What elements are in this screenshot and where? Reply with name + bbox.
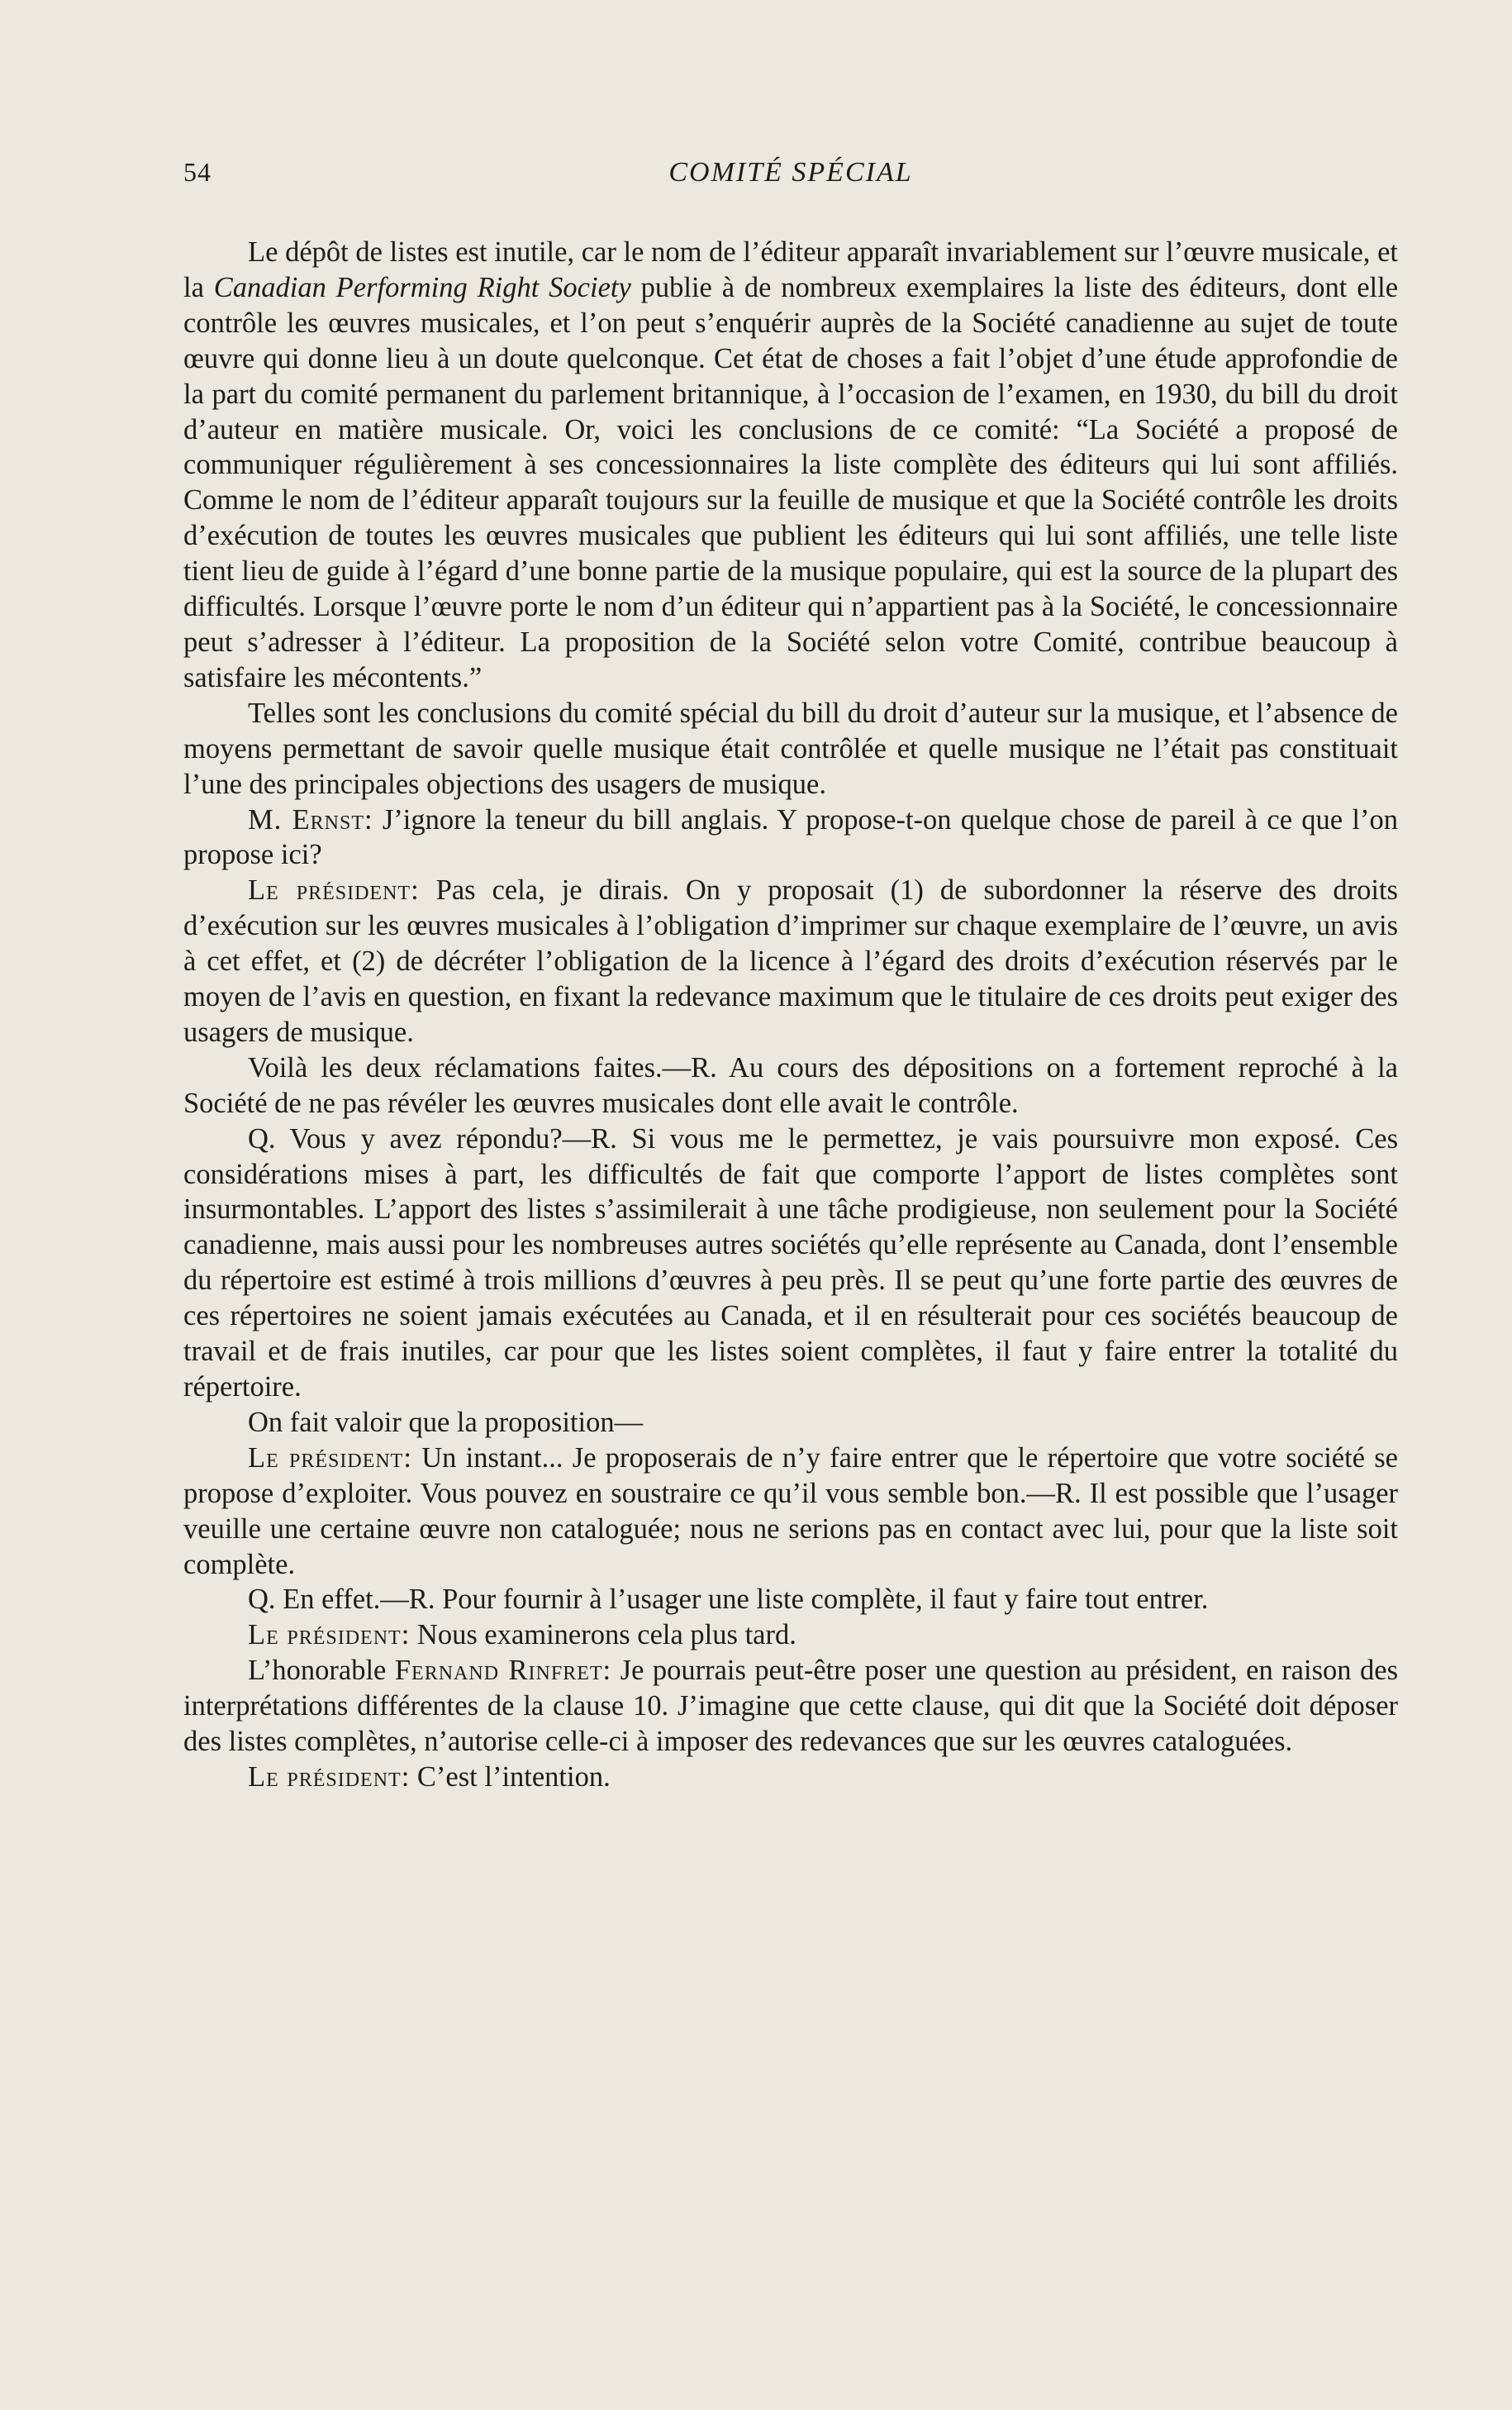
page-number: 54 <box>183 157 212 187</box>
paragraph: L’honorable Fernand Rinfret: Je pourrais peut-être poser une question au président, en raison des interprétations différentes de la clause 10. J’imagine que cette clause, qui dit que la Société doit déposer des listes complètes, n’autorise celle-ci à imposer des redevances que sur les œuvres cataloguées. <box>183 1655 1398 1758</box>
paragraph: Le président: Pas cela, je dirais. On y proposait (1) de subordonner la réserve des droits d’exécution sur les œuvres musicales à l’obligation d’imprimer sur chaque exemplaire de l’œuvre, un avis à cet effet, et (2) de décréter l’obligation de la licence à l’égard des droits d’exécution réservés par le moyen de l’avis en question, en fixant la redevance maximum que le titulaire de ces droits peut exiger des usagers de musique. <box>183 874 1398 1048</box>
paragraph: On fait valoir que la proposition— <box>248 1406 644 1438</box>
running-title: COMITÉ SPÉCIAL <box>668 157 913 188</box>
speaker-name: M. Ernst: <box>248 803 373 836</box>
page-header <box>183 157 1398 198</box>
paragraph: M. Ernst: J’ignore la teneur du bill anglais. Y propose-t-on quelque chose de pareil à ce que l’on propose ici? <box>183 803 1398 871</box>
paragraph: Voilà les deux réclamations faites.—R. Au cours des dépositions on a fortement reproché à la Société de ne pas révéler les œuvres musicales dont elle avait le contrôle. <box>183 1051 1398 1119</box>
speaker-name: Le président: <box>248 1441 412 1474</box>
document-page <box>183 157 1398 1795</box>
body-text <box>183 235 1398 1795</box>
paragraph: Telles sont les conclusions du comité spécial du bill du droit d’auteur sur la musique, et l’absence de moyens permettant de savoir quelle musique était contrôlée et quelle musique ne l’était pas constituait l’une des principales objections des usagers de musique. <box>183 697 1398 800</box>
paragraph: Le président: C’est l’intention. <box>248 1760 611 1793</box>
speaker-name: Le président: <box>248 874 420 907</box>
paragraph: Le dépôt de listes est inutile, car le nom de l’éditeur apparaît invariablement sur l’œuvre musicale, et la Canadian Performing Right Society publie à de nombreux exemplaires la liste des éditeurs, dont elle contrôle les œuvres musicales, et l’on peut s’enquérir auprès de la Société canadienne au sujet de toute œuvre qui donne lieu à un doute quelconque. Cet état de choses a fait l’objet d’une étude approfondie de la part du comité permanent du parlement britannique, à l’occasion de l’examen, en 1930, du bill du droit d’auteur en matière musicale. Or, voici les conclusions de ce comité: “La Société a proposé de communiquer régulièrement à ses concessionnaires la liste complète des éditeurs qui lui sont affiliés. Comme le nom de l’éditeur apparaît toujours sur la feuille de musique et que la Société contrôle les droits d’exécution de toutes les œuvres musicales que publient les éditeurs qui lui sont affiliés, une telle liste tient lieu de guide à l’égard d’une bonne partie de la musique populaire, qui est la source de la plupart des difficultés. Lorsque l’œuvre porte le nom d’un éditeur qui n’appartient pas à la Société, le concessionnaire peut s’adresser à l’éditeur. La proposition de la Société selon votre Comité, contribue beaucoup à satisfaire les mécontents.” <box>183 236 1399 693</box>
paragraph: Q. En effet.—R. Pour fournir à l’usager une liste complète, il faut y faire tout entrer. <box>248 1584 1209 1616</box>
paragraph: Q. Vous y avez répondu?—R. Si vous me le permettez, je vais poursuivre mon exposé. Ces considérations mises à part, les difficultés de fait que comporte l’apport de listes complètes sont insurmontables. L’apport des listes s’assimilerait à une tâche prodigieuse, non seulement pour la Société canadienne, mais aussi pour les nombreuses autres sociétés qu’elle représente au Canada, dont l’ensemble du répertoire est estimé à trois millions d’œuvres à peu près. Il se peut qu’une forte partie des œuvres de ces répertoires ne soient jamais exécutées au Canada, et il en résulterait pour ces sociétés beaucoup de travail et de frais inutiles, car pour que les listes soient complètes, il faut y faire entrer la totalité du répertoire. <box>183 1122 1398 1403</box>
paragraph: Le président: Un instant... Je proposerais de n’y faire entrer que le répertoire que votre société se propose d’exploiter. Vous pouvez en soustraire ce qu’il vous semble bon.—R. Il est possible que l’usager veuille une certaine œuvre non cataloguée; nous ne serions pas en contact avec lui, pour que la liste soit complète. <box>183 1441 1398 1580</box>
society-name: Canadian Performing Right Society <box>213 271 631 303</box>
speaker-name: Fernand Rinfret: <box>394 1655 612 1687</box>
paragraph: Le président: Nous examinerons cela plus tard. <box>248 1619 796 1651</box>
speaker-name: Le président: <box>248 1760 411 1793</box>
speaker-name: Le président: <box>248 1619 411 1651</box>
